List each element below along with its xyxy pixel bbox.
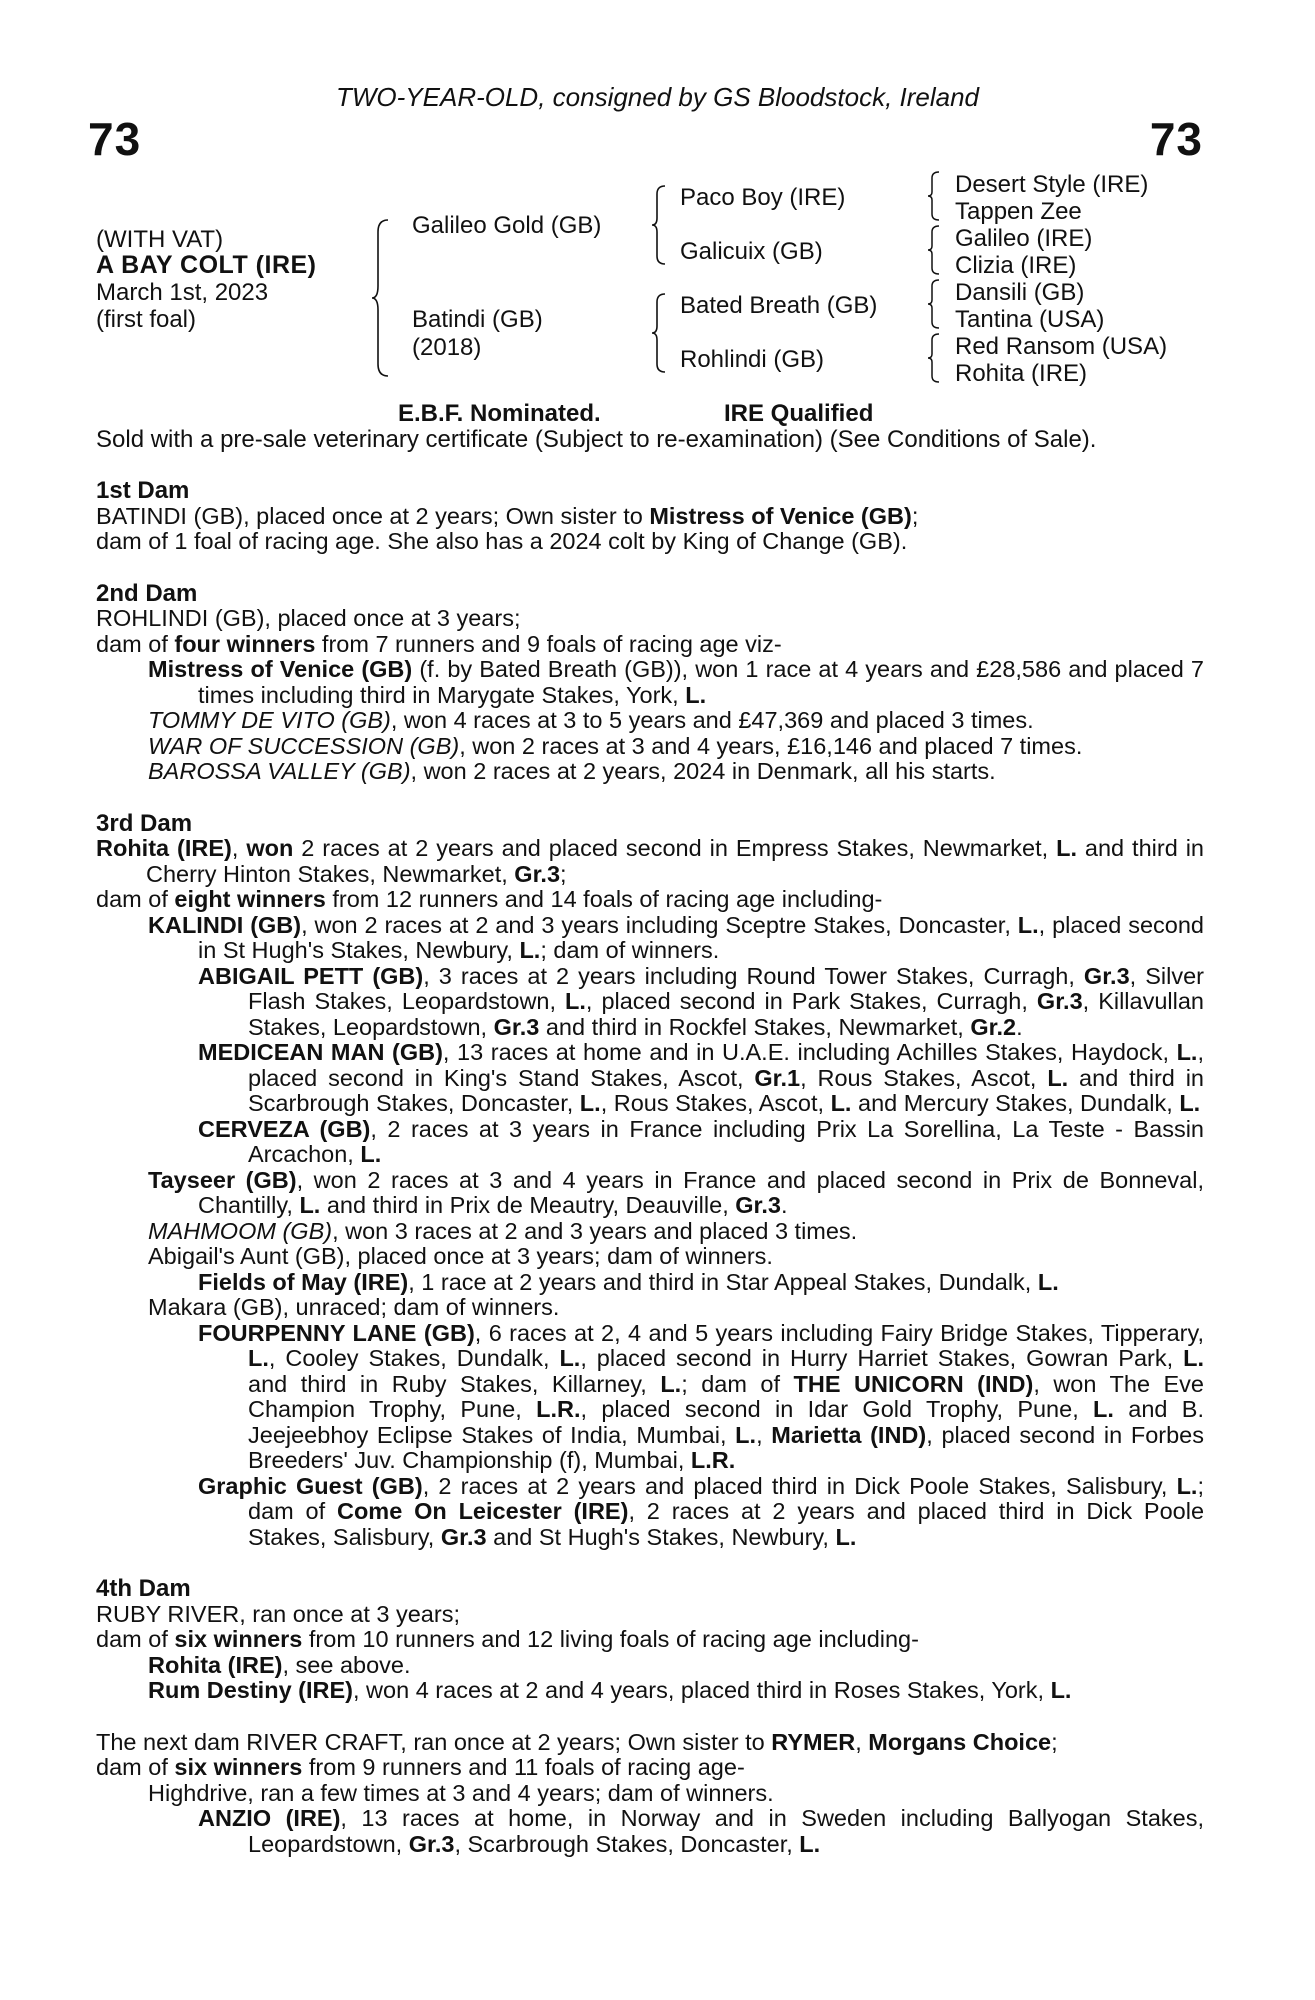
sire-name: Galileo Gold (GB) bbox=[412, 212, 602, 239]
dam-year: (2018) bbox=[412, 334, 482, 361]
sire-sire: Paco Boy (IRE) bbox=[680, 184, 846, 211]
produce-mahmoom: MAHMOOM (GB), won 3 races at 2 and 3 years and placed 3 times. bbox=[148, 1217, 858, 1244]
produce-cerveza: CERVEZA (GB), 2 races at 3 years in France including Prix La Sorellina, La Teste - Bassin Arcachon, L. bbox=[198, 1115, 1204, 1167]
fourth-dam-line-1: RUBY RIVER, ran once at 3 years; bbox=[96, 1600, 460, 1627]
produce-kalindi: KALINDI (GB), won 2 races at 2 and 3 years including Sceptre Stakes, Doncaster, L., placed second in St Hugh's Stakes, Newbury, L.; dam of winners. bbox=[148, 911, 1204, 963]
catalogue-body bbox=[96, 478, 1204, 1857]
pedigree-brace-g3 bbox=[926, 278, 942, 330]
dam-sire: Bated Breath (GB) bbox=[680, 292, 878, 319]
pedigree-brace-g1 bbox=[926, 170, 942, 222]
produce-medicean-man: MEDICEAN MAN (GB), 13 races at home and in U.A.E. including Achilles Stakes, Haydock, L., placed second in King's Stand Stakes, Ascot, Gr.1, Rous Stakes, Ascot, L. and third in Scarbrough Stakes, Doncaster, L., Rous Stakes, Ascot, L. and Mercury Stakes, Dundalk, L. bbox=[198, 1039, 1204, 1116]
sire-dam: Galicuix (GB) bbox=[680, 238, 823, 265]
second-dam-line-2: dam of four winners from 7 runners and 9 foals of racing age viz- bbox=[96, 630, 782, 657]
produce-abigail-pett: ABIGAIL PETT (GB), 3 races at 2 years including Round Tower Stakes, Curragh, Gr.3, Silver Flash Stakes, Leopardstown, L., placed second in Park Stakes, Curragh, Gr.3, Killavullan Stakes, Leopardstown, Gr.3 and third in Rockfel Stakes, Newmarket, Gr.2. bbox=[198, 962, 1204, 1040]
produce-anzio: ANZIO (IRE), 13 races at home, in Norway and in Sweden including Ballyogan Stakes, Leopardstown, Gr.3, Scarbrough Stakes, Doncaster, L. bbox=[198, 1805, 1204, 1857]
fourth-dam-heading: 4th Dam bbox=[96, 1575, 191, 1602]
produce-tayseer: Tayseer (GB), won 2 races at 3 and 4 years in France and placed second in Prix de Bonneval, Chantilly, L. and third in Prix de Meautry, Deauville, Gr.3. bbox=[148, 1166, 1204, 1218]
vat-label: (WITH VAT) bbox=[96, 226, 224, 253]
pedigree-brace-sire bbox=[650, 184, 668, 266]
produce-makara: Makara (GB), unraced; dam of winners. bbox=[148, 1294, 560, 1320]
produce-graphic-guest: Graphic Guest (GB), 2 races at 2 years and placed third in Dick Poole Stakes, Salisbury, L.; dam of Come On Leicester (IRE), 2 races at 2 years and placed third in Dick Poole Stakes, Salisbury, Gr.3 and St Hugh's Stakes, Newbury, L. bbox=[198, 1472, 1205, 1550]
produce-highdrive: Highdrive, ran a few times at 3 and 4 years; dam of winners. bbox=[148, 1779, 774, 1806]
ancestor-4: Clizia (IRE) bbox=[955, 252, 1077, 279]
next-dam-line-1: The next dam RIVER CRAFT, ran once at 2 years; Own sister to RYMER, Morgans Choice; bbox=[96, 1728, 1058, 1755]
pedigree-brace-dam bbox=[650, 292, 668, 374]
first-dam-line-2: dam of 1 foal of racing age. She also has a 2024 colt by King of Change (GB). bbox=[96, 528, 908, 554]
pedigree-brace-g4 bbox=[926, 332, 942, 384]
foaled-date: March 1st, 2023 bbox=[96, 279, 269, 306]
produce-barossa-valley: BAROSSA VALLEY (GB), won 2 races at 2 years, 2024 in Denmark, all his starts. bbox=[148, 758, 996, 784]
produce-fourpenny-lane: FOURPENNY LANE (GB), 6 races at 2, 4 and 5 years including Fairy Bridge Stakes, Tipperary, L., Cooley Stakes, Dundalk, L., placed second in Hurry Harriet Stakes, Gowran Park, L. and third in Ruby Stakes, Killarney, L.; dam of THE UNICORN (IND), won The Eve Champion Trophy, Pune, L.R., placed second in Idar Gold Trophy, Pune, L. and B. Jeejeebhoy Eclipse Stakes of India, Mumbai, L., Marietta (IND), placed second in Forbes Breeders' Juv. Championship (f), Mumbai, L.R. bbox=[198, 1319, 1204, 1473]
third-dam-line-1: Rohita (IRE), won 2 races at 2 years and placed second in Empress Stakes, Newmarket, L. and third in Cherry Hinton Stakes, Newmarket, Gr.3; bbox=[96, 835, 1204, 887]
ancestor-8: Rohita (IRE) bbox=[955, 360, 1088, 387]
third-dam-heading: 3rd Dam bbox=[96, 809, 193, 837]
presale-note: Sold with a pre-sale veterinary certificate (Subject to re-examination) (See Conditions of Sale). bbox=[96, 426, 1097, 453]
ancestor-6: Tantina (USA) bbox=[955, 306, 1105, 333]
produce-rum-destiny: Rum Destiny (IRE), won 4 races at 2 and 4 years, placed third in Roses Stakes, York, L. bbox=[148, 1677, 1072, 1703]
lot-number-right: 73 bbox=[1149, 113, 1203, 165]
consignor-line: TWO-YEAR-OLD, consigned by GS Bloodstock, Ireland bbox=[335, 82, 980, 112]
second-dam-line-1: ROHLINDI (GB), placed once at 3 years; bbox=[96, 605, 521, 631]
pedigree-brace-main bbox=[370, 218, 392, 378]
second-dam-heading: 2nd Dam bbox=[96, 579, 198, 607]
ire-qualified: IRE Qualified bbox=[724, 400, 874, 427]
foal-note: (first foal) bbox=[96, 306, 197, 333]
lot-number-left: 73 bbox=[88, 113, 142, 165]
first-dam-heading: 1st Dam bbox=[96, 477, 190, 504]
ancestor-2: Tappen Zee bbox=[955, 198, 1082, 225]
first-dam-line-1: BATINDI (GB), placed once at 2 years; Own sister to Mistress of Venice (GB); bbox=[96, 502, 919, 529]
ancestor-5: Dansili (GB) bbox=[955, 279, 1085, 306]
dam-dam: Rohlindi (GB) bbox=[680, 346, 825, 373]
ancestor-3: Galileo (IRE) bbox=[955, 225, 1093, 252]
ancestor-7: Red Ransom (USA) bbox=[955, 333, 1168, 360]
next-dam-line-2: dam of six winners from 9 runners and 11 foals of racing age- bbox=[96, 1754, 745, 1780]
fourth-dam-line-2: dam of six winners from 10 runners and 12 living foals of racing age including- bbox=[96, 1626, 919, 1652]
produce-war-of-succession: WAR OF SUCCESSION (GB), won 2 races at 3 and 4 years, £16,146 and placed 7 times. bbox=[148, 732, 1083, 759]
horse-name: A BAY COLT (IRE) bbox=[96, 251, 317, 279]
third-dam-line-2: dam of eight winners from 12 runners and 14 foals of racing age including- bbox=[96, 886, 883, 912]
ebf-nominated: E.B.F. Nominated. bbox=[398, 400, 601, 427]
produce-mistress-of-venice: Mistress of Venice (GB) (f. by Bated Breath (GB)), won 1 race at 4 years and £28,586 and placed 7 times including third in Marygate Stakes, York, L. bbox=[148, 656, 1204, 708]
pedigree-brace-g2 bbox=[926, 224, 942, 276]
dam-name: Batindi (GB) bbox=[412, 306, 543, 333]
ancestor-1: Desert Style (IRE) bbox=[955, 171, 1149, 198]
produce-abigails-aunt: Abigail's Aunt (GB), placed once at 3 years; dam of winners. bbox=[148, 1243, 773, 1269]
produce-rohita: Rohita (IRE), see above. bbox=[148, 1651, 411, 1678]
produce-tommy-de-vito: TOMMY DE VITO (GB), won 4 races at 3 to 5 years and £47,369 and placed 3 times. bbox=[148, 707, 1034, 733]
produce-fields-of-may: Fields of May (IRE), 1 race at 2 years and third in Star Appeal Stakes, Dundalk, L. bbox=[198, 1268, 1059, 1295]
